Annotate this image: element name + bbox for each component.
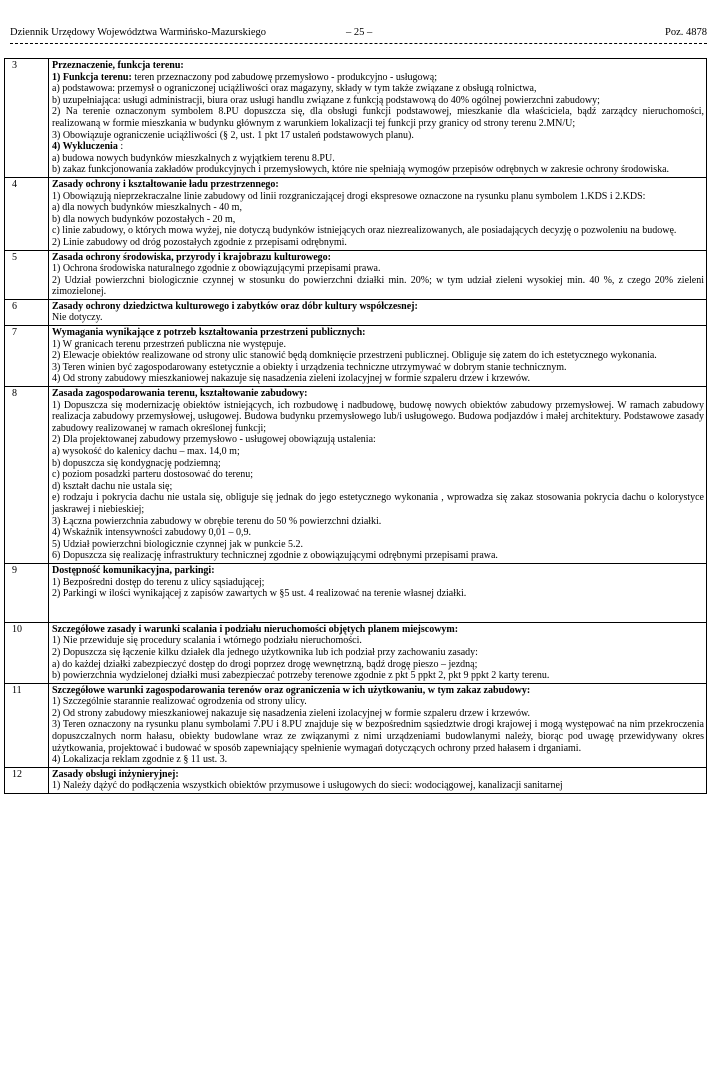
line-text: a) budowa nowych budynków mieszkalnych z wyjątkiem terenu 8.PU. bbox=[52, 152, 335, 164]
line-text: c) linie zabudowy, o których mowa wyżej, nie dotyczą budynków istniejących oraz niezrealizowanych, ale posiadających decyzję o pozwoleniu na budowę. bbox=[52, 225, 677, 237]
line-text: a) podstawowa: przemysł o ograniczonej uciążliwości oraz magazyny, składy w tym także związane z obsługą rolnictwa, bbox=[52, 83, 537, 95]
section-number: 8 bbox=[5, 387, 49, 564]
section-line bbox=[52, 130, 704, 142]
line-text: 3) Teren oznaczony na rysunku planu symbolami 7.PU i 8.PU znajduje się w bezpośrednim sąsiedztwie drogi krajowej i mogą występować na nim przekroczenia dopuszczalnych norm hałasu, obiekty budowlane wraz ze związanymi z nimi urządzeniami budowlanymi należy, biorąc pod uwagę przewidywany okres użytkowania, projektować i budować w sposób zapewniający spełnienie wymagań dotyczących ochrony przed hałasem i drganiami. bbox=[52, 719, 704, 754]
section-line bbox=[52, 708, 704, 720]
line-text: 6) Dopuszcza się realizację infrastruktury technicznej zgodnie z obowiązującymi odrębnymi przepisami prawa. bbox=[52, 550, 498, 562]
section-line bbox=[52, 481, 704, 493]
position-number: Poz. 4878 bbox=[665, 27, 707, 38]
section-line bbox=[52, 492, 704, 515]
line-text: 4) Wskaźnik intensywności zabudowy 0,01 – 0,9. bbox=[52, 527, 251, 539]
section-line bbox=[52, 72, 704, 84]
section-title: Zasada zagospodarowania terenu, kształtowanie zabudowy: bbox=[52, 388, 308, 400]
section-content bbox=[49, 683, 707, 767]
section-title: Zasady ochrony dziedzictwa kulturowego i zabytków oraz dóbr kultury współczesnej: bbox=[52, 300, 418, 312]
table-row bbox=[5, 563, 707, 622]
section-number: 9 bbox=[5, 563, 49, 622]
line-text: 4) Lokalizacja reklam zgodnie z § 11 ust. 3. bbox=[52, 754, 228, 766]
section-line bbox=[52, 527, 704, 539]
section-line bbox=[52, 635, 704, 647]
table-row bbox=[5, 326, 707, 387]
section-line bbox=[52, 719, 704, 754]
line-text: 1) Należy dążyć do podłączenia wszystkich obiektów przymusowe i usługowych do sieci: wodociągowej, kanalizacji sanitarnej bbox=[52, 780, 563, 792]
section-line bbox=[52, 312, 704, 324]
section-title: Wymagania wynikające z potrzeb kształtowania przestrzeni publicznych: bbox=[52, 327, 366, 339]
section-line bbox=[52, 141, 704, 153]
section-line bbox=[52, 659, 704, 671]
section-line bbox=[52, 191, 704, 203]
section-line bbox=[52, 670, 704, 682]
line-text: 5) Udział powierzchni biologicznie czynnej jak w punkcie 5.2. bbox=[52, 538, 304, 550]
line-text: 1) Bezpośredni dostęp do terenu z ulicy sąsiadującej; bbox=[52, 576, 265, 588]
line-text: 1) W granicach terenu przestrzeń publiczna nie występuje. bbox=[52, 338, 286, 350]
section-line bbox=[52, 95, 704, 107]
section-content bbox=[49, 59, 707, 178]
section-line bbox=[52, 469, 704, 481]
line-text: 3) Obowiązuje ograniczenie uciążliwości (§ 2, ust. 1 pkt 17 ustaleń podstawowych planu). bbox=[52, 129, 414, 141]
line-text: b) dla nowych budynków pozostałych - 20 m, bbox=[52, 213, 236, 225]
section-line bbox=[52, 577, 704, 589]
section-content bbox=[49, 563, 707, 622]
section-title: Dostępność komunikacyjna, parkingi: bbox=[52, 564, 215, 576]
section-line bbox=[52, 539, 704, 551]
section-line bbox=[52, 516, 704, 528]
line-text: b) dopuszcza się kondygnację podziemną; bbox=[52, 457, 221, 469]
section-line bbox=[52, 83, 704, 95]
section-line bbox=[52, 400, 704, 435]
section-line bbox=[52, 446, 704, 458]
header-rule bbox=[10, 43, 707, 44]
line-text: teren przeznaczony pod zabudowę przemysłowo - produkcyjno - usługową; bbox=[131, 71, 437, 83]
section-title: Zasady ochrony i kształtowanie ładu przestrzennego: bbox=[52, 178, 279, 190]
section-number: 7 bbox=[5, 326, 49, 387]
section-line bbox=[52, 350, 704, 362]
section-line bbox=[52, 263, 704, 275]
section-number: 4 bbox=[5, 177, 49, 250]
line-text: b) zakaz funkcjonowania zakładów produkcyjnych i przemysłowych, które nie spełniają wymogów przepisów odrębnych w zakresie ochrony środowiska. bbox=[52, 164, 670, 176]
table-row bbox=[5, 59, 707, 178]
line-text: 3) Łączna powierzchnia zabudowy w obrębie terenu do 50 % powierzchni działki. bbox=[52, 515, 382, 527]
page-number: – 25 – bbox=[346, 27, 373, 38]
land-use-table bbox=[4, 58, 707, 794]
section-title: Przeznaczenie, funkcja terenu: bbox=[52, 60, 184, 71]
section-number: 10 bbox=[5, 622, 49, 683]
section-line bbox=[52, 153, 704, 165]
section-line bbox=[52, 458, 704, 470]
line-text: a) dla nowych budynków mieszkalnych - 40 m, bbox=[52, 202, 242, 214]
line-text: 1) Szczególnie starannie realizować ogrodzenia od strony ulicy. bbox=[52, 696, 307, 708]
section-number: 11 bbox=[5, 683, 49, 767]
line-text: 2) Dla projektowanej zabudowy przemysłowo - usługowej obowiązują ustalenia: bbox=[52, 434, 376, 446]
section-title: Zasady obsługi inżynieryjnej: bbox=[52, 768, 179, 780]
line-text: 2) Dopuszcza się łączenie kilku działek dla jednego użytkownika lub ich podział przy zachowaniu zasady: bbox=[52, 646, 478, 658]
section-line bbox=[52, 696, 704, 708]
section-title: Szczegółowe warunki zagospodarowania terenów oraz ograniczenia w ich użytkowaniu, w tym zakaz zabudowy: bbox=[52, 684, 531, 696]
section-content bbox=[49, 250, 707, 299]
section-line bbox=[52, 754, 704, 766]
section-number: 3 bbox=[5, 59, 49, 178]
section-line bbox=[52, 434, 704, 446]
section-number: 5 bbox=[5, 250, 49, 299]
section-line bbox=[52, 275, 704, 298]
line-text: 2) Od strony zabudowy mieszkaniowej nakazuje się nasadzenia zieleni izolacyjnej w formie szpaleru drzew i krzewów. bbox=[52, 707, 531, 719]
section-line bbox=[52, 362, 704, 374]
line-text: a) wysokość do kalenicy dachu – max. 14,0 m; bbox=[52, 446, 240, 457]
section-line bbox=[52, 225, 704, 237]
line-text: 2) Udział powierzchni biologicznie czynnej w stosunku do powierzchni działki min. 20%; w tym udział zieleni wysokiej min. 40 %, z czego 20% zieleni zimozielonej. bbox=[52, 274, 704, 298]
section-line bbox=[52, 780, 704, 792]
line-label: 1) Funkcja terenu: bbox=[52, 71, 132, 83]
line-text: 2) Elewacje obiektów realizowane od strony ulic stanowić będą domknięcie przestrzeni publicznej. Obliguje się zatem do ich estetycznego wykonania. bbox=[52, 350, 657, 362]
line-text: a) do każdej działki zabezpieczyć dostęp do drogi poprzez drogę wewnętrzną, bądź drogę pieszo – jezdną; bbox=[52, 658, 478, 670]
line-text: b) powierzchnia wydzielonej działki musi zabezpieczać potrzeby terenowe zgodnie z pkt 5 ppkt 2, pkt 9 ppkt 2 karty terenu. bbox=[52, 670, 550, 682]
section-content bbox=[49, 767, 707, 793]
line-text: e) rodzaju i pokrycia dachu nie ustala się, obliguje się jednak do jego estetycznego wykonania , wprowadza się zakaz stosowania pokrycia dachu o kolorystyce jaskrawej i niebieskiej; bbox=[52, 492, 704, 515]
section-content bbox=[49, 177, 707, 250]
section-line bbox=[52, 588, 704, 600]
line-text: 1) Obowiązują nieprzekraczalne linie zabudowy od linii rozgraniczającej drogi ekspresowe oznaczone na rysunku planu symbolem 1.KDS i 2.KDS: bbox=[52, 190, 646, 202]
table-row bbox=[5, 299, 707, 325]
section-number: 12 bbox=[5, 767, 49, 793]
table-row bbox=[5, 387, 707, 564]
page-header bbox=[10, 26, 707, 40]
section-title: Zasada ochrony środowiska, przyrody i krajobrazu kulturowego: bbox=[52, 251, 332, 263]
section-line bbox=[52, 647, 704, 659]
line-text: c) poziom posadzki parteru dostosować do terenu; bbox=[52, 469, 254, 481]
table-row bbox=[5, 683, 707, 767]
section-content bbox=[49, 387, 707, 564]
section-content bbox=[49, 326, 707, 387]
section-title: Szczegółowe zasady i warunki scalania i podziału nieruchomości objętych planem miejscowym: bbox=[52, 623, 459, 635]
table-row bbox=[5, 250, 707, 299]
line-text: 3) Teren winien być zagospodarowany estetycznie a obiekty i urządzenia techniczne utrzymywać w dobrym stanie technicznym. bbox=[52, 361, 567, 373]
section-line bbox=[52, 214, 704, 226]
section-line bbox=[52, 237, 704, 249]
line-text: : bbox=[117, 141, 124, 153]
line-text: 2) Parkingi w ilości wynikającej z zapisów zawartych w §5 ust. 4 realizować na terenie własnej działki. bbox=[52, 588, 467, 600]
section-line bbox=[52, 164, 704, 176]
line-text: d) kształt dachu nie ustala się; bbox=[52, 480, 173, 492]
table-row bbox=[5, 622, 707, 683]
section-line bbox=[52, 550, 704, 562]
section-line bbox=[52, 339, 704, 351]
table-row bbox=[5, 177, 707, 250]
line-text: 4) Od strony zabudowy mieszkaniowej nakazuje się nasadzenia zieleni izolacyjnej w formie szpaleru drzew i krzewów. bbox=[52, 373, 531, 385]
section-line bbox=[52, 106, 704, 129]
table-row bbox=[5, 767, 707, 793]
line-label: 4) Wykluczenia bbox=[52, 141, 118, 153]
line-text: 2) Na terenie oznaczonym symbolem 8.PU dopuszcza się, dla obsługi funkcji podstawowej, mieszkanie dla właściciela, bądź zarządcy nieruchomości, realizowaną w formie mieszkania w budynku głównym z warunkiem lokalizacji tej funkcji przy granicy od strony terenu 2.MN/U; bbox=[52, 106, 704, 129]
line-text: 1) Ochrona środowiska naturalnego zgodnie z obowiązującymi przepisami prawa. bbox=[52, 263, 381, 275]
line-text: 2) Linie zabudowy od dróg pozostałych zgodnie z przepisami odrębnymi. bbox=[52, 236, 347, 248]
line-text: b) uzupełniająca: usługi administracji, biura oraz usługi handlu związane z funkcją podstawową do 40% ogólnej powierzchni zabudowy; bbox=[52, 94, 600, 106]
line-text: 1) Nie przewiduje się procedury scalania i wtórnego podziału nieruchomości. bbox=[52, 635, 362, 647]
journal-title: Dziennik Urzędowy Województwa Warmińsko-Mazurskiego bbox=[10, 27, 266, 38]
section-line bbox=[52, 373, 704, 385]
line-text: 1) Dopuszcza się modernizację obiektów istniejących, ich rozbudowę i nadbudowę, budowę nowych obiektów zabudowy przemysłowej. W ramach zabudowy realizacja zabudowy przemysłowej, usługowej. Budowa budynku przemysłowego lub/i usługowego. Budowa podjazdów i małej architektury. Podstawowe zasady zabudowy realizowanej w ramach określonej funkcji; bbox=[52, 399, 704, 434]
section-number: 6 bbox=[5, 299, 49, 325]
line-text: Nie dotyczy. bbox=[52, 312, 103, 324]
section-content bbox=[49, 622, 707, 683]
section-content bbox=[49, 299, 707, 325]
section-line bbox=[52, 202, 704, 214]
